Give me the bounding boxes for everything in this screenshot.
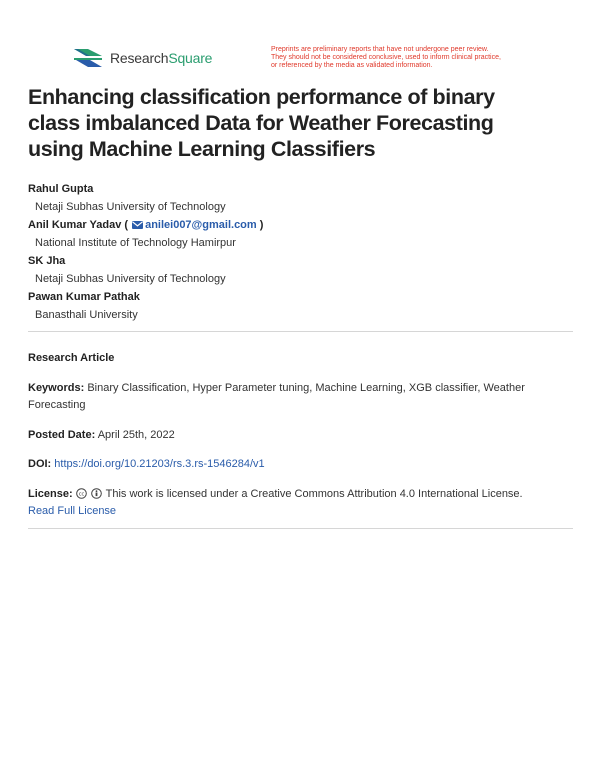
keywords-label: Keywords: (28, 382, 85, 394)
article-type: Research Article (28, 352, 115, 364)
header (74, 46, 544, 76)
author-list (28, 180, 573, 324)
preprint-notice (271, 46, 541, 70)
posted-date-value: April 25th, 2022 (97, 429, 175, 441)
notice-line-2: They should not be considered conclusive, used to inform clinical practice, (271, 54, 501, 61)
research-square-logo[interactable] (74, 46, 212, 70)
author-name[interactable]: SK Jha (28, 255, 66, 267)
author-name[interactable]: Pawan Kumar Pathak (28, 291, 140, 303)
keywords-value: Binary Classification, Hyper Parameter tuning, Machine Learning, XGB classifier, Weather Forecasting (28, 382, 525, 411)
license-section (28, 486, 558, 520)
divider (28, 331, 573, 332)
posted-date-label: Posted Date: (28, 429, 96, 441)
cc-by-icon (91, 488, 102, 499)
email-wrapper: ( anilei007@gmail.com ) (124, 219, 264, 231)
author-affiliation: National Institute of Technology Hamirpur (35, 237, 236, 249)
read-full-license-link[interactable]: Read Full License (28, 505, 117, 517)
license-text: This work is licensed under a Creative Commons Attribution 4.0 International License. (105, 488, 523, 500)
posted-date-section (28, 427, 558, 444)
envelope-icon (132, 221, 143, 229)
notice-line-3: or referenced by the media as validated information. (271, 62, 433, 69)
license-label: License: (28, 488, 73, 500)
doi-link[interactable]: https://doi.org/10.21203/rs.3.rs-1546284/v1 (54, 458, 265, 470)
svg-text:cc: cc (78, 491, 84, 498)
author-name-with-email (28, 216, 573, 234)
brand-name: ResearchSquare (110, 50, 213, 66)
notice-line-1: Preprints are preliminary reports that have not undergone peer review. (271, 46, 489, 53)
researchsquare-logo-icon (74, 46, 104, 70)
doi-section (28, 456, 558, 473)
author-affiliation: Netaji Subhas University of Technology (35, 273, 226, 285)
keywords-section (28, 380, 558, 414)
author-name[interactable]: Anil Kumar Yadav (28, 219, 122, 231)
author-email-link[interactable]: anilei007@gmail.com (145, 219, 257, 231)
doi-label: DOI: (28, 458, 52, 470)
paper-title: Enhancing classification performance of binary class imbalanced Data for Weather Forecasting using Machine Learning Classifiers (28, 85, 495, 161)
author-affiliation: Banasthali University (35, 309, 138, 321)
divider (28, 528, 573, 529)
author-affiliation: Netaji Subhas University of Technology (35, 201, 226, 213)
cc-icon (76, 488, 87, 499)
author-name[interactable]: Rahul Gupta (28, 183, 94, 195)
